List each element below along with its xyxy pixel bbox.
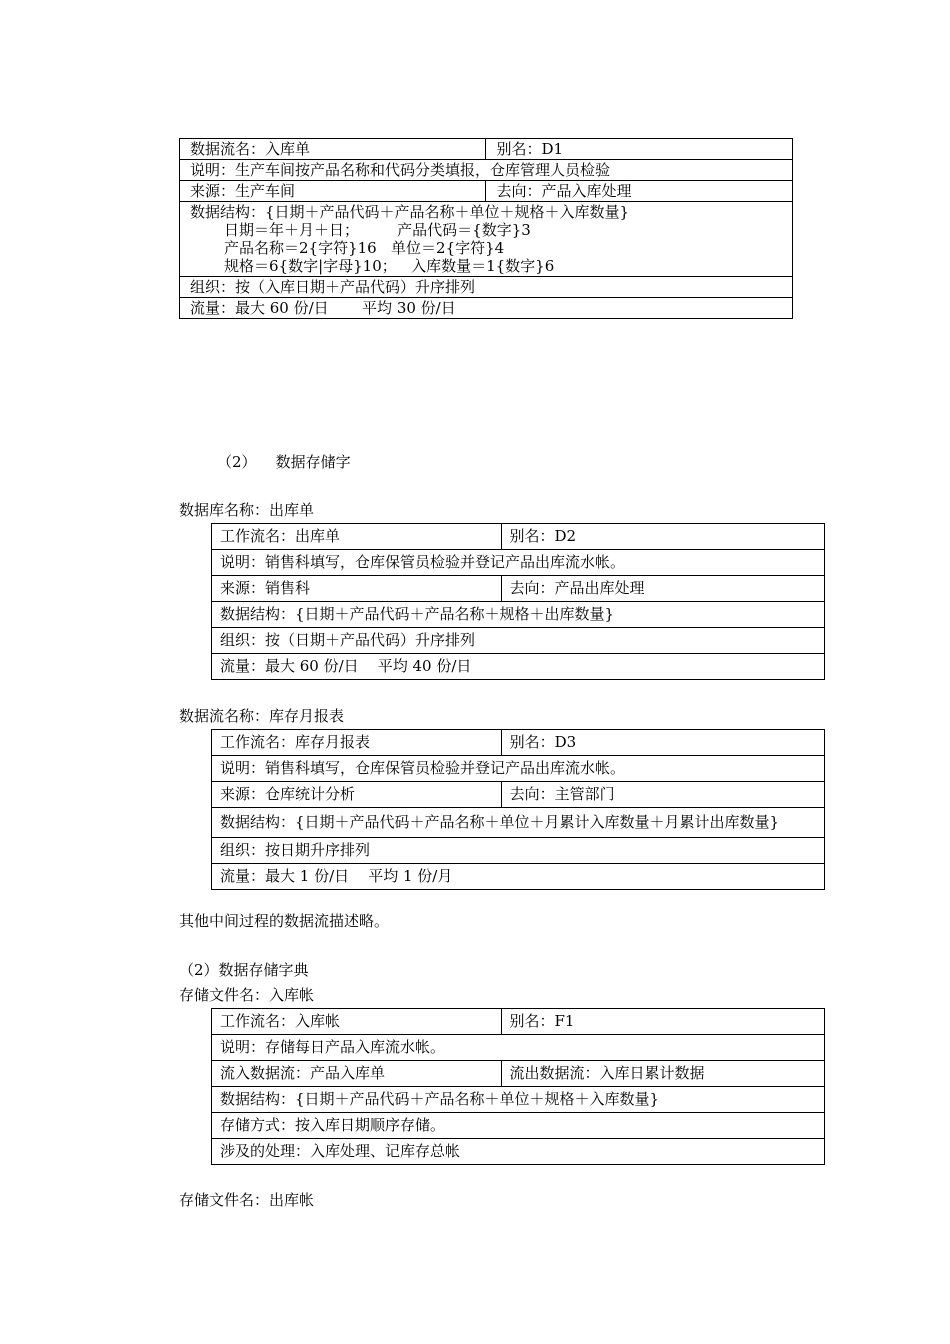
alias-cell: 别名：D1	[486, 139, 793, 160]
volume-cell: 流量：最大 60 份/日 平均 30 份/日	[180, 298, 793, 319]
section-heading-data-store: （2） 数据存储字	[217, 453, 351, 471]
storage-file-name-label-2: 存储文件名：出库帐	[179, 1191, 315, 1209]
description-cell: 说明：生产车间按产品名称和代码分类填报，仓库管理人员检验	[180, 160, 793, 181]
flow-name-cell: 工作流名：出库单	[212, 524, 502, 550]
database-name-label: 数据库名称：出库单	[179, 501, 315, 519]
structure-line-2: 日期＝年＋月＋日； 产品代码＝{数字}3	[224, 221, 531, 239]
structure-cell: 数据结构：{日期＋产品代码＋产品名称＋规格＋出库数量}	[212, 602, 825, 628]
alias-cell: 别名：D2	[501, 524, 824, 550]
outflow-cell: 流出数据流：入库日累计数据	[501, 1061, 825, 1087]
related-processing-cell: 涉及的处理：入库处理、记库存总帐	[212, 1139, 825, 1165]
structure-line-1: 数据结构：{日期＋产品代码＋产品名称＋单位＋规格＋入库数量}	[190, 203, 630, 221]
organization-cell: 组织：按日期升序排列	[212, 838, 825, 864]
storage-file-name-label: 存储文件名：入库帐	[179, 986, 315, 1004]
section-heading-data-store-dictionary: （2）数据存储字典	[179, 961, 309, 979]
other-flows-note: 其他中间过程的数据流描述略。	[179, 912, 390, 930]
structure-line-3: 产品名称＝2{字符}16 单位＝2{字符}4	[224, 239, 505, 257]
flow-name-cell: 工作流名：入库帐	[212, 1009, 502, 1035]
organization-cell: 组织：按（入库日期＋产品代码）升序排列	[180, 277, 793, 298]
destination-cell: 去向：产品入库处理	[486, 181, 793, 202]
structure-cell: 数据结构：{日期＋产品代码＋产品名称＋单位＋规格＋入库数量}	[212, 1087, 825, 1113]
structure-cell	[180, 202, 793, 277]
alias-cell: 别名：D3	[501, 730, 824, 756]
data-flow-name-label: 数据流名称：库存月报表	[179, 707, 345, 725]
storage-method-cell: 存储方式：按入库日期顺序存储。	[212, 1113, 825, 1139]
data-flow-table-d1	[179, 138, 793, 319]
destination-cell: 去向：主管部门	[501, 782, 824, 808]
flow-name-cell: 数据流名：入库单	[180, 139, 486, 160]
volume-cell: 流量：最大 1 份/日 平均 1 份/月	[212, 864, 825, 890]
alias-cell: 别名：F1	[501, 1009, 825, 1035]
source-cell: 来源：生产车间	[180, 181, 486, 202]
description-cell: 说明：销售科填写，仓库保管员检验并登记产品出库流水帐。	[212, 756, 825, 782]
structure-line-4: 规格＝6{数字|字母}10； 入库数量＝1{数字}6	[224, 257, 555, 275]
organization-cell: 组织：按（日期＋产品代码）升序排列	[212, 628, 825, 654]
data-store-table-f1	[211, 1008, 825, 1165]
description-cell: 说明：销售科填写，仓库保管员检验并登记产品出库流水帐。	[212, 550, 825, 576]
destination-cell: 去向：产品出库处理	[501, 576, 824, 602]
volume-cell: 流量：最大 60 份/日 平均 40 份/日	[212, 654, 825, 680]
source-cell: 来源：仓库统计分析	[212, 782, 502, 808]
data-flow-table-d3	[211, 729, 825, 890]
structure-cell: 数据结构：{日期＋产品代码＋产品名称＋单位＋月累计入库数量＋月累计出库数量}	[212, 808, 825, 838]
inflow-cell: 流入数据流：产品入库单	[212, 1061, 502, 1087]
flow-name-cell: 工作流名：库存月报表	[212, 730, 502, 756]
data-flow-table-d2	[211, 523, 825, 680]
description-cell: 说明：存储每日产品入库流水帐。	[212, 1035, 825, 1061]
source-cell: 来源：销售科	[212, 576, 502, 602]
